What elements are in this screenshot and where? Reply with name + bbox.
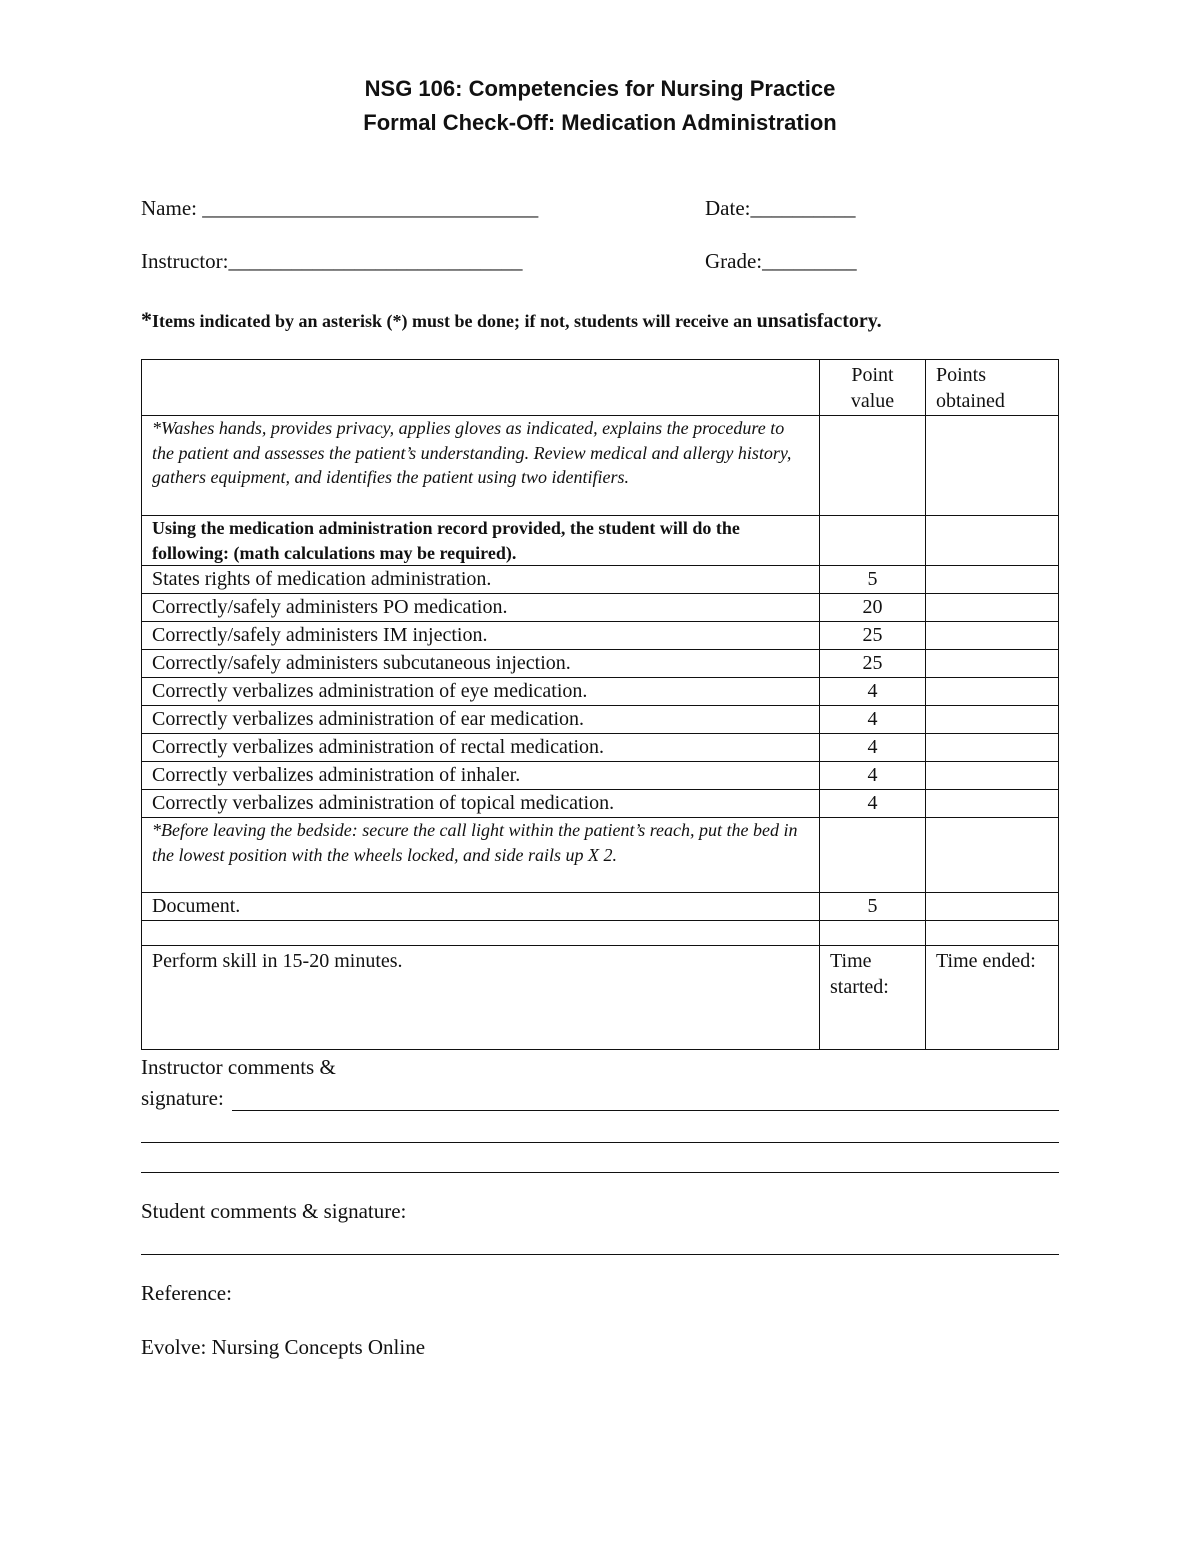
table-header-row: [142, 360, 1059, 416]
instructions-cell: Using the medication administration record provided, the student will do the following: (math calculations may be required).: [142, 516, 820, 566]
point-cell: 4: [820, 762, 926, 790]
asterisk-note: [141, 307, 882, 333]
checkoff-table: [141, 359, 1059, 1050]
task-cell: Correctly/safely administers subcutaneous injection.: [142, 650, 820, 678]
empty-cell: [820, 921, 926, 946]
table-row: [142, 921, 1059, 946]
table-row: [142, 516, 1059, 566]
instructor-field[interactable]: Instructor:____________________________: [141, 249, 523, 273]
reference-value: Evolve: Nursing Concepts Online: [141, 1335, 426, 1359]
table-row: [142, 818, 1059, 893]
student-comments-label: Student comments & signature:: [141, 1199, 407, 1223]
table-row: [142, 678, 1059, 706]
instructor-comment-line[interactable]: [141, 1172, 1059, 1173]
asterisk-mark: *: [141, 307, 152, 332]
obtained-cell[interactable]: [926, 734, 1059, 762]
instructor-signature-line[interactable]: [232, 1110, 1059, 1111]
task-cell: Correctly verbalizes administration of inhaler.: [142, 762, 820, 790]
table-row: [142, 706, 1059, 734]
time-task-cell: Perform skill in 15-20 minutes.: [142, 946, 820, 1050]
instructor-comments-label: Instructor comments &: [141, 1055, 336, 1079]
obtained-cell[interactable]: [926, 678, 1059, 706]
table-row: [142, 893, 1059, 921]
point-value-header: Point value: [820, 360, 926, 416]
point-cell: [820, 516, 926, 566]
obtained-cell[interactable]: [926, 566, 1059, 594]
point-cell: 4: [820, 734, 926, 762]
table-row: [142, 734, 1059, 762]
task-cell: Correctly verbalizes administration of topical medication.: [142, 790, 820, 818]
table-row: [142, 650, 1059, 678]
table-row: [142, 594, 1059, 622]
obtained-cell[interactable]: [926, 594, 1059, 622]
obtained-cell[interactable]: [926, 762, 1059, 790]
point-cell: 25: [820, 622, 926, 650]
grade-field[interactable]: Grade:_________: [705, 249, 857, 273]
obtained-cell[interactable]: [926, 818, 1059, 893]
document-task-cell: Document.: [142, 893, 820, 921]
header-blank-cell: [142, 360, 820, 416]
point-cell: 20: [820, 594, 926, 622]
point-cell: 25: [820, 650, 926, 678]
point-cell: 5: [820, 566, 926, 594]
name-field[interactable]: Name: ________________________________: [141, 196, 539, 220]
time-started-cell[interactable]: Time started:: [820, 946, 926, 1050]
form-title: NSG 106: Competencies for Nursing Practice: [364, 76, 836, 101]
student-comment-line[interactable]: [141, 1254, 1059, 1255]
task-cell: Correctly verbalizes administration of rectal medication.: [142, 734, 820, 762]
time-ended-cell[interactable]: Time ended:: [926, 946, 1059, 1050]
obtained-cell[interactable]: [926, 622, 1059, 650]
table-row: [142, 566, 1059, 594]
points-obtained-header: Points obtained: [926, 360, 1059, 416]
asterisk-note-text: Items indicated by an asterisk (*) must be done; if not, students will receive an: [152, 311, 757, 331]
obtained-cell[interactable]: [926, 790, 1059, 818]
obtained-cell[interactable]: [926, 706, 1059, 734]
instructor-comment-line[interactable]: [141, 1142, 1059, 1143]
asterisk-note-emphasis: unsatisfactory.: [756, 310, 882, 332]
obtained-cell[interactable]: [926, 650, 1059, 678]
intro-task-cell: *Washes hands, provides privacy, applies gloves as indicated, explains the procedure to the patient and assesses the patient’s understanding. Review medical and allergy history, gathers equipment, and identifies the patient using two identifiers.: [142, 416, 820, 516]
point-cell: 4: [820, 678, 926, 706]
task-cell: Correctly verbalizes administration of eye medication.: [142, 678, 820, 706]
point-cell: 5: [820, 893, 926, 921]
task-cell: Correctly/safely administers IM injection.: [142, 622, 820, 650]
point-cell: 4: [820, 790, 926, 818]
point-cell: 4: [820, 706, 926, 734]
point-cell: [820, 416, 926, 516]
table-row: [142, 946, 1059, 1050]
point-cell: [820, 818, 926, 893]
instructor-signature-label: signature:: [141, 1086, 224, 1110]
obtained-cell[interactable]: [926, 416, 1059, 516]
empty-cell: [142, 921, 820, 946]
bedside-task-cell: *Before leaving the bedside: secure the call light within the patient’s reach, put the bed in the lowest position with the wheels locked, and side rails up X 2.: [142, 818, 820, 893]
empty-cell: [926, 921, 1059, 946]
table-row: [142, 416, 1059, 516]
task-cell: Correctly/safely administers PO medication.: [142, 594, 820, 622]
reference-label: Reference:: [141, 1281, 232, 1305]
task-cell: States rights of medication administration.: [142, 566, 820, 594]
table-row: [142, 790, 1059, 818]
task-cell: Correctly verbalizes administration of ear medication.: [142, 706, 820, 734]
date-field[interactable]: Date:__________: [705, 196, 856, 220]
table-row: [142, 762, 1059, 790]
table-row: [142, 622, 1059, 650]
obtained-cell[interactable]: [926, 516, 1059, 566]
obtained-cell[interactable]: [926, 893, 1059, 921]
form-subtitle: Formal Check-Off: Medication Administration: [363, 110, 837, 135]
